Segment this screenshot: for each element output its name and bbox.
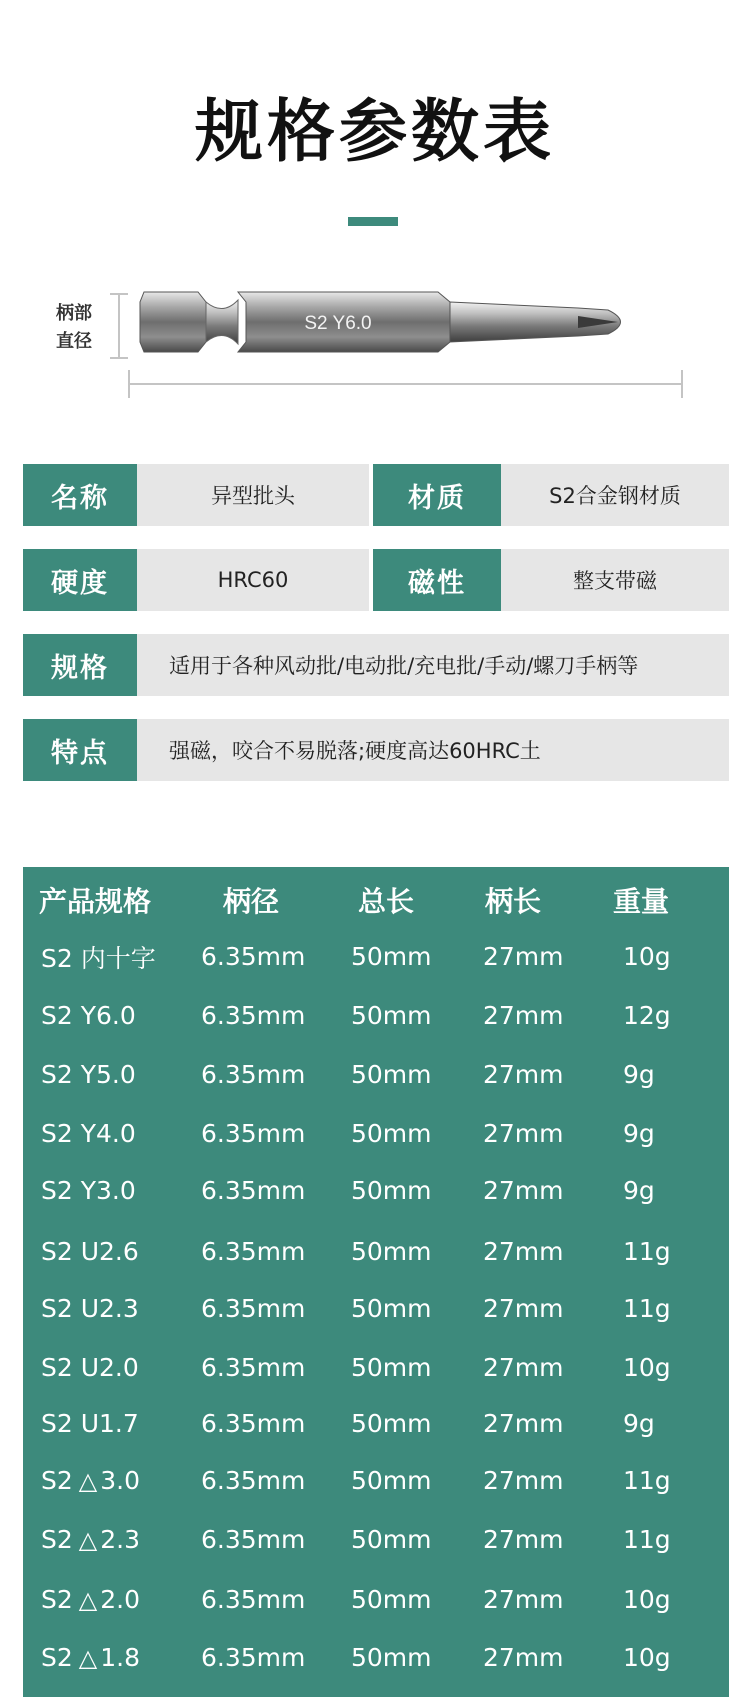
cell-model: S2 Y4.0: [41, 1119, 136, 1148]
cell-model: [41, 1451, 140, 1510]
cell-total-length: 50mm: [351, 1119, 432, 1148]
spec-value-hardness: HRC60: [137, 549, 369, 611]
cell-shank-length: 27mm: [483, 1409, 564, 1438]
cell-shank-diameter: 6.35mm: [201, 1353, 306, 1382]
cell-total-length: 50mm: [351, 1294, 432, 1323]
cell-model: S2 Y5.0: [41, 1060, 136, 1089]
cell-model: S2 Y6.0: [41, 1001, 136, 1030]
cell-total-length: 50mm: [351, 942, 432, 971]
cell-shank-length: 27mm: [483, 1466, 564, 1495]
handle-label-line1: 柄部: [56, 303, 92, 324]
cell-shank-diameter: 6.35mm: [201, 1409, 306, 1438]
spec-row-specification: [23, 634, 729, 696]
cell-model: S2 U2.0: [41, 1353, 139, 1382]
cell-total-length: 50mm: [351, 1060, 432, 1089]
spec-label-hardness: 硬度: [23, 549, 137, 611]
triangle-icon: △: [78, 1643, 98, 1672]
cell-shank-length: 27mm: [483, 1525, 564, 1554]
header-weight: 重量: [613, 885, 670, 918]
cell-weight: 9g: [623, 1409, 655, 1438]
cell-shank-length: 27mm: [483, 942, 564, 971]
spec-label-material: 材质: [373, 464, 501, 526]
cell-shank-length: 27mm: [483, 1237, 564, 1266]
spec-row-features: [23, 719, 729, 781]
cell-weight: 11g: [623, 1525, 671, 1554]
cell-weight: 10g: [623, 1353, 671, 1382]
cell-weight: 10g: [623, 942, 671, 971]
cell-shank-length: 27mm: [483, 1585, 564, 1614]
spec-value-magnetism: 整支带磁: [501, 549, 729, 611]
header-shank-diameter: 柄径: [223, 885, 280, 918]
triangle-icon: △: [78, 1585, 98, 1614]
cell-weight: 9g: [623, 1060, 655, 1089]
cell-shank-diameter: 6.35mm: [201, 1119, 306, 1148]
cell-total-length: 50mm: [351, 1643, 432, 1672]
spec-value-name: 异型批头: [137, 464, 369, 526]
triangle-icon: △: [78, 1525, 98, 1554]
model-size: 1.8: [100, 1643, 141, 1672]
cell-shank-length: 27mm: [483, 1353, 564, 1382]
cell-shank-diameter: 6.35mm: [201, 1643, 306, 1672]
model-prefix: S2: [41, 1466, 73, 1495]
length-dimension-line: [128, 370, 683, 398]
cell-weight: 10g: [623, 1585, 671, 1614]
header-total-length: 总长: [358, 885, 415, 918]
cell-model: [41, 1570, 140, 1629]
cell-model: S2 U1.7: [41, 1409, 139, 1438]
bit-engraving: S2 Y6.0: [304, 313, 372, 334]
cell-model: S2 U2.6: [41, 1237, 139, 1266]
cell-shank-length: 27mm: [483, 1001, 564, 1030]
cell-model: S2 Y3.0: [41, 1176, 136, 1205]
model-prefix: S2: [41, 1525, 73, 1554]
spec-label-name: 名称: [23, 464, 137, 526]
cell-shank-diameter: 6.35mm: [201, 1294, 306, 1323]
cell-model: S2 内十字: [41, 943, 156, 973]
cell-total-length: 50mm: [351, 1525, 432, 1554]
cell-model: [41, 1628, 140, 1687]
cell-shank-diameter: 6.35mm: [201, 1176, 306, 1205]
cell-total-length: 50mm: [351, 1353, 432, 1382]
cell-weight: 12g: [623, 1001, 671, 1030]
spec-row-name-material: [23, 464, 729, 526]
spec-value-material: S2合金钢材质: [501, 464, 729, 526]
cell-shank-length: 27mm: [483, 1176, 564, 1205]
header-shank-length: 柄长: [485, 885, 542, 918]
screwdriver-bit-image: [138, 286, 638, 366]
triangle-icon: △: [78, 1466, 98, 1495]
cell-weight: 11g: [623, 1294, 671, 1323]
cell-model: S2 U2.3: [41, 1294, 139, 1323]
product-spec-table: [23, 867, 729, 1697]
model-prefix: S2: [41, 1643, 73, 1672]
diameter-bracket: [110, 293, 128, 359]
cell-shank-length: 27mm: [483, 1643, 564, 1672]
spec-label-magnetism: 磁性: [373, 549, 501, 611]
cell-weight: 10g: [623, 1643, 671, 1672]
cell-shank-length: 27mm: [483, 1119, 564, 1148]
cell-weight: 11g: [623, 1237, 671, 1266]
model-size: 2.0: [100, 1585, 141, 1614]
cell-shank-diameter: 6.35mm: [201, 942, 306, 971]
cell-total-length: 50mm: [351, 1466, 432, 1495]
cell-shank-diameter: 6.35mm: [201, 1001, 306, 1030]
spec-value-specification: 适用于各种风动批/电动批/充电批/手动/螺刀手柄等: [137, 634, 729, 696]
cell-shank-diameter: 6.35mm: [201, 1585, 306, 1614]
handle-diameter-label: [44, 300, 104, 356]
spec-label-specification: 规格: [23, 634, 137, 696]
cell-shank-diameter: 6.35mm: [201, 1466, 306, 1495]
cell-model: [41, 1510, 140, 1569]
cell-total-length: 50mm: [351, 1001, 432, 1030]
cell-shank-diameter: 6.35mm: [201, 1237, 306, 1266]
cell-shank-length: 27mm: [483, 1294, 564, 1323]
model-size: 3.0: [100, 1466, 141, 1495]
cell-total-length: 50mm: [351, 1585, 432, 1614]
cell-weight: 11g: [623, 1466, 671, 1495]
cell-weight: 9g: [623, 1119, 655, 1148]
handle-label-line2: 直径: [56, 331, 92, 352]
cell-shank-diameter: 6.35mm: [201, 1525, 306, 1554]
spec-label-features: 特点: [23, 719, 137, 781]
cell-shank-length: 27mm: [483, 1060, 564, 1089]
cell-total-length: 50mm: [351, 1409, 432, 1438]
spec-value-features: 强磁，咬合不易脱落;硬度高达60HRC土: [137, 719, 729, 781]
model-prefix: S2: [41, 1585, 73, 1614]
header-model: 产品规格: [39, 885, 152, 918]
title-underline: [348, 217, 398, 226]
spec-row-hardness-magnetism: [23, 549, 729, 611]
cell-shank-diameter: 6.35mm: [201, 1060, 306, 1089]
cell-weight: 9g: [623, 1176, 655, 1205]
cell-total-length: 50mm: [351, 1237, 432, 1266]
cell-total-length: 50mm: [351, 1176, 432, 1205]
page-title: 规格参数表: [194, 93, 555, 172]
model-size: 2.3: [100, 1525, 141, 1554]
